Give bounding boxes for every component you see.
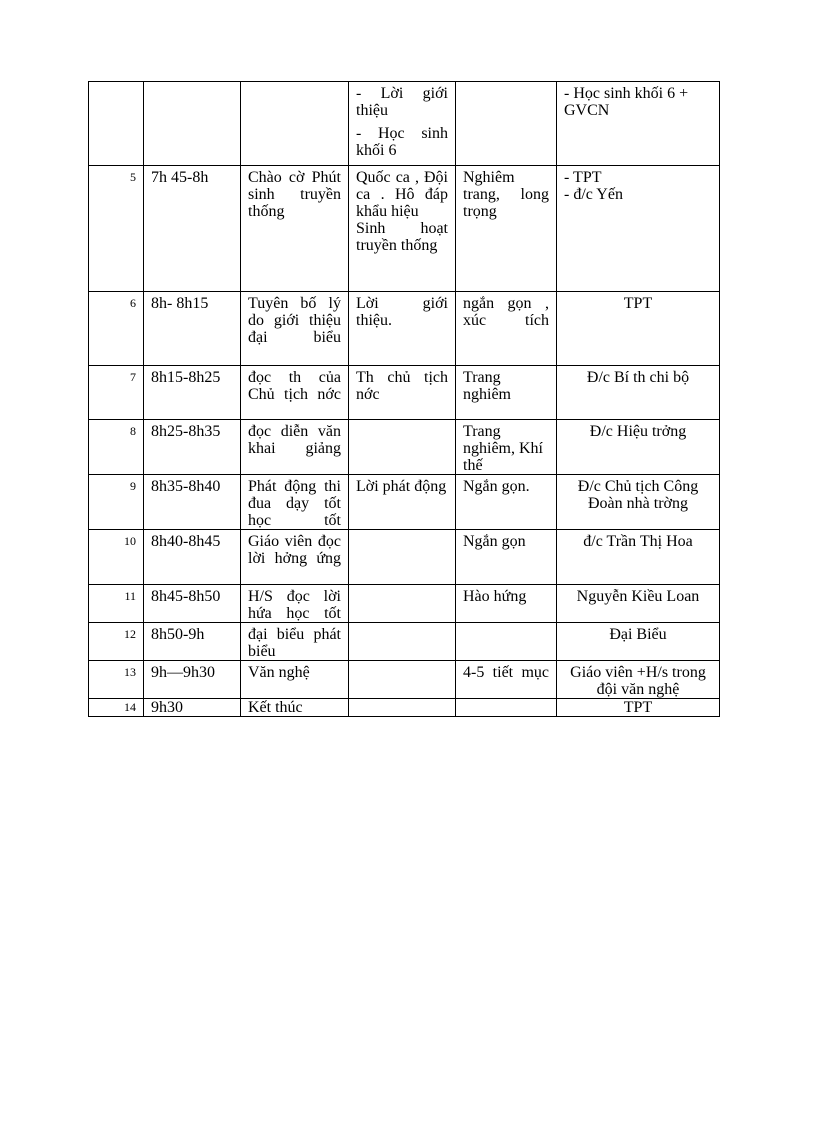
- row-number: 8: [89, 420, 144, 475]
- row-form: [349, 475, 456, 530]
- row-responsible-line: - TPT: [564, 169, 602, 186]
- row-requirement: Nghiêm trang, long trọng: [456, 166, 557, 292]
- row-responsible: [557, 475, 720, 530]
- row-form: [349, 699, 456, 717]
- row-content: Văn nghệ: [241, 661, 349, 699]
- row-form: [349, 420, 456, 475]
- row-form-line: Th chủ tịch nớc: [356, 369, 448, 403]
- row-content: Phát động thi đua dạy tốt học tốt: [241, 475, 349, 530]
- table-row: [89, 661, 720, 699]
- table-row: [89, 292, 720, 366]
- row-requirement: Trang nghiêm, Khí thế: [456, 420, 557, 475]
- table-row: [89, 82, 720, 166]
- row-form-line: Quốc ca , Đội ca . Hô đáp khẩu hiệu: [356, 169, 448, 220]
- row-responsible-line: Đại Biểu: [609, 626, 667, 643]
- row-responsible: [557, 366, 720, 420]
- row-form: [349, 82, 456, 166]
- row-content: đọc th của Chủ tịch nớc: [241, 366, 349, 420]
- row-responsible: [557, 585, 720, 623]
- row-responsible-line: TPT: [623, 699, 653, 716]
- row-content: Giáo viên đọc lời hởng ứng: [241, 530, 349, 585]
- row-number: 14: [89, 699, 144, 717]
- row-responsible-line: Đ/c Chủ tịch Công Đoàn nhà trờng: [577, 478, 699, 512]
- row-form: [349, 530, 456, 585]
- row-requirement: [456, 82, 557, 166]
- row-time: 7h 45-8h: [144, 166, 241, 292]
- row-number: 6: [89, 292, 144, 366]
- table-row: [89, 420, 720, 475]
- row-number: 12: [89, 623, 144, 661]
- row-time: [144, 82, 241, 166]
- row-time: 8h15-8h25: [144, 366, 241, 420]
- row-responsible: [557, 166, 720, 292]
- table-row: [89, 366, 720, 420]
- row-responsible-line: Giáo viên +H/s trong đội văn nghệ: [570, 664, 706, 698]
- row-requirement: [456, 623, 557, 661]
- row-requirement: 4-5 tiết mục: [456, 661, 557, 699]
- row-content: đại biểu phát biểu: [241, 623, 349, 661]
- row-time: 8h35-8h40: [144, 475, 241, 530]
- row-number: 11: [89, 585, 144, 623]
- row-responsible-line: - Học sinh khối 6 + GVCN: [564, 85, 689, 119]
- row-form: [349, 661, 456, 699]
- row-responsible: [557, 530, 720, 585]
- program-schedule-table: [88, 81, 720, 717]
- row-number: 9: [89, 475, 144, 530]
- row-form: [349, 366, 456, 420]
- row-content: đọc diễn văn khai giảng: [241, 420, 349, 475]
- row-time: 8h40-8h45: [144, 530, 241, 585]
- row-time: 8h50-9h: [144, 623, 241, 661]
- row-time: 8h- 8h15: [144, 292, 241, 366]
- row-time: 9h—9h30: [144, 661, 241, 699]
- row-form-line: Lời phát động: [356, 478, 447, 495]
- row-content: [241, 82, 349, 166]
- table-row: [89, 623, 720, 661]
- table-row: [89, 585, 720, 623]
- row-time: 9h30: [144, 699, 241, 717]
- row-requirement: Ngắn gọn.: [456, 475, 557, 530]
- row-form-line: Lời giới thiệu.: [356, 295, 448, 329]
- row-form: [349, 623, 456, 661]
- row-content: Tuyên bố lý do giới thiệu đại biểu: [241, 292, 349, 366]
- row-responsible-line: Đ/c Hiệu trởng: [589, 423, 687, 440]
- table-row: [89, 475, 720, 530]
- row-responsible-line: Nguyễn Kiều Loan: [576, 588, 700, 605]
- row-responsible: [557, 623, 720, 661]
- row-number: 5: [89, 166, 144, 292]
- row-requirement: Hào hứng: [456, 585, 557, 623]
- row-time: 8h25-8h35: [144, 420, 241, 475]
- row-requirement: Trang nghiêm: [456, 366, 557, 420]
- row-responsible: [557, 82, 720, 166]
- row-responsible: [557, 661, 720, 699]
- row-responsible: [557, 420, 720, 475]
- row-responsible: [557, 699, 720, 717]
- row-number: 10: [89, 530, 144, 585]
- row-content: Chào cờ Phút sinh truyền thống: [241, 166, 349, 292]
- row-responsible-line: TPT: [623, 295, 653, 312]
- row-content: H/S đọc lời hứa học tốt: [241, 585, 349, 623]
- row-form: [349, 585, 456, 623]
- row-responsible: [557, 292, 720, 366]
- row-content: Kết thúc: [241, 699, 349, 717]
- row-form: [349, 166, 456, 292]
- row-requirement: Ngắn gọn: [456, 530, 557, 585]
- table-row: [89, 530, 720, 585]
- row-number: 7: [89, 366, 144, 420]
- row-form-line: - Lời giới thiệu: [356, 85, 448, 119]
- row-form-line: - Học sinh khối 6: [356, 125, 448, 159]
- row-responsible-line: - đ/c Yến: [564, 186, 623, 203]
- row-responsible-line: đ/c Trần Thị Hoa: [583, 533, 693, 550]
- row-form: [349, 292, 456, 366]
- row-number: 13: [89, 661, 144, 699]
- row-responsible-line: Đ/c Bí th chi bộ: [586, 369, 690, 386]
- table-row: [89, 699, 720, 717]
- row-number: [89, 82, 144, 166]
- row-requirement: [456, 699, 557, 717]
- table-row: [89, 166, 720, 292]
- row-time: 8h45-8h50: [144, 585, 241, 623]
- row-form-line: Sinh hoạt truyền thống: [356, 220, 448, 254]
- row-requirement: ngắn gọn , xúc tích: [456, 292, 557, 366]
